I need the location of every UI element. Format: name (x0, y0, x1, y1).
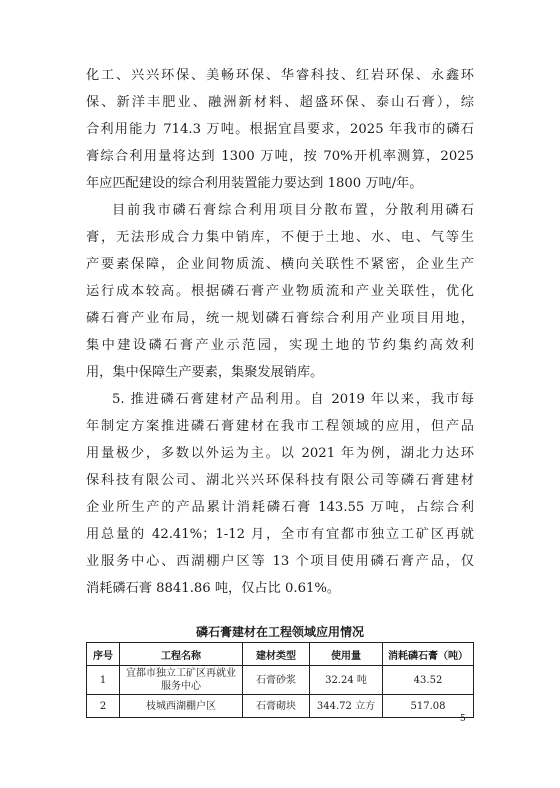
table-cell: 344.72 立方 (310, 695, 383, 718)
table-cell: 石膏砂浆 (243, 666, 310, 695)
table-title: 磷石膏建材在工程领域应用情况 (195, 625, 364, 639)
text-line: 合利用能力 714.3 万吨。根据宜昌要求，2025 年我市的磷石 (86, 122, 474, 137)
text-line: 企业所生产的产品累计消耗磷石膏 143.55 万吨，占综合利 (86, 500, 474, 515)
text-line: 消耗磷石膏 8841.86 吨，仅占比 0.61%。 (86, 581, 341, 596)
text-line: 磷石膏产业布局，统一规划磷石膏综合利用产业项目用地， (86, 311, 474, 326)
text-line: 用，集中保障生产要素，集聚发展销库。 (86, 365, 324, 380)
table-cell: 宜都市独立工矿区再就业服务中心 (120, 666, 243, 695)
application-table (86, 642, 474, 718)
column-header: 工程名称 (120, 643, 243, 666)
column-header: 序号 (87, 643, 120, 666)
column-header: 消耗磷石膏（吨） (383, 643, 474, 666)
paragraph-1 (86, 62, 474, 197)
table-cell: 枝城西湖棚户区 (120, 695, 243, 718)
paragraph-2 (86, 197, 474, 386)
table-cell: 32.24 吨 (310, 666, 383, 695)
text-line: 年应匹配建设的综合利用装置能力要达到 1800 万吨/年。 (86, 176, 423, 191)
table-cell: 517.08 (383, 695, 474, 718)
text-line: 用量极少，多数以外运为主。以 2021 年为例，湖北力达环 (86, 446, 474, 461)
table-cell: 43.52 (383, 666, 474, 695)
text-line: 化工、兴兴环保、美畅环保、华睿科技、红岩环保、永鑫环 (86, 68, 474, 83)
column-header: 建材类型 (243, 643, 310, 666)
column-header: 使用量 (310, 643, 383, 666)
text-line: 保科技有限公司、湖北兴兴环保科技有限公司等磷石膏建材 (86, 473, 474, 488)
table-cell: 1 (87, 666, 120, 695)
paragraph-3 (86, 386, 474, 602)
table-cell: 2 (87, 695, 120, 718)
page-number: 5 (460, 714, 466, 724)
text-line: 产要素保障，企业间物质流、横向关联性不紧密，企业生产 (86, 257, 474, 272)
text-line: 业服务中心、西湖棚户区等 13 个项目使用磷石膏产品，仅 (86, 554, 474, 569)
text-line: 膏，无法形成合力集中销库，不便于土地、水、电、气等生 (86, 230, 474, 245)
text-line: 用总量的 42.41%；1-12 月，全市有宜都市独立工矿区再就 (86, 527, 474, 542)
text-line: 5. 推进磷石膏建材产品利用。自 2019 年以来，我市每 (112, 392, 474, 407)
text-line: 保、新洋丰肥业、融洲新材料、超盛环保、泰山石膏），综 (86, 95, 474, 110)
table-row (87, 666, 474, 695)
table-row (87, 695, 474, 718)
text-line: 集中建设磷石膏产业示范园，实现土地的节约集约高效利 (86, 338, 474, 353)
text-line: 目前我市磷石膏综合利用项目分散布置，分散利用磷石 (112, 203, 474, 218)
text-line: 膏综合利用量将达到 1300 万吨，按 70%开机率测算，2025 (86, 149, 474, 164)
text-line: 年制定方案推进磷石膏建材在我市工程领域的应用，但产品 (86, 419, 474, 434)
text-line: 运行成本较高。根据磷石膏产业物质流和产业关联性，优化 (86, 284, 474, 299)
table-header-row (87, 643, 474, 666)
table-cell: 石膏砌块 (243, 695, 310, 718)
